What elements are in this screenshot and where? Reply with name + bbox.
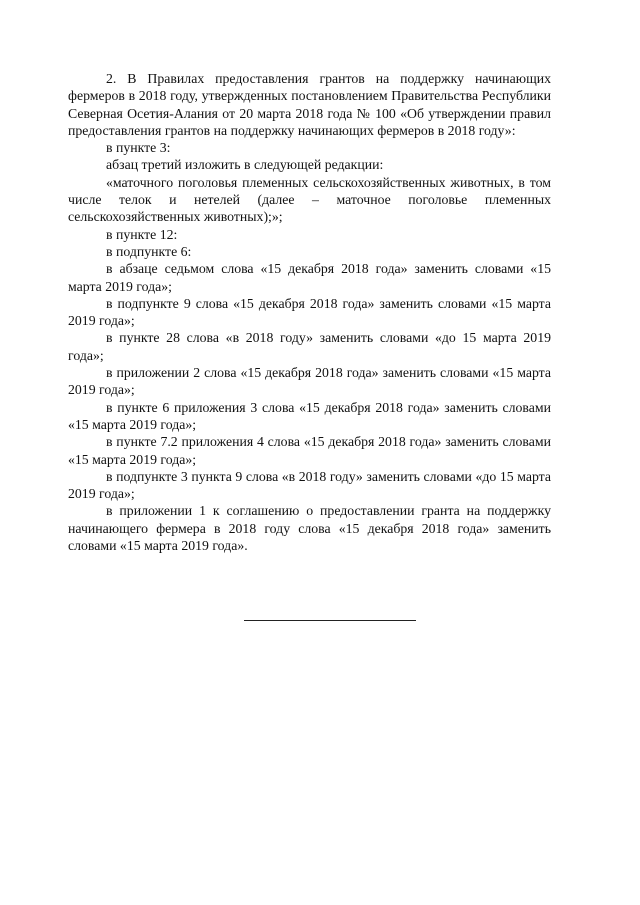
paragraph-third-subparagraph: абзац третий изложить в следующей редакции: [106,157,384,173]
paragraph-subpoint-9: в подпункте 9 слова «15 декабря 2018 года» заменить словами «15 марта 2019 года»; [68,295,551,329]
document-body [68,70,551,554]
paragraph-new-wording: «маточного поголовья племенных сельскохозяйственных животных, в том числе телок и нетелей (далее – маточное поголовье племенных сельскохозяйственных животных);»; [68,174,551,225]
paragraph-subpoint-6: в подпункте 6: [106,243,192,259]
paragraph-point-28: в пункте 28 слова «в 2018 году» заменить словами «до 15 марта 2019 года»; [68,330,551,363]
paragraph-point-3: в пункте 3: [106,140,171,156]
paragraph-point-12: в пункте 12: [106,226,178,242]
paragraph-agreement-appendix: в приложении 1 к соглашению о предоставлении гранта на поддержку начинающего фермера в 2018 году слова «15 декабря 2018 года» заменить словами «15 марта 2019 года». [68,503,551,554]
end-of-document-rule [244,620,416,621]
paragraph-seventh-subparagraph: в абзаце седьмом слова «15 декабря 2018 года» заменить словами «15 марта 2019 года»; [68,261,551,294]
paragraph-point-9: в подпункте 3 пункта 9 слова «в 2018 году» заменить словами «до 15 марта 2019 года»; [68,468,551,502]
paragraph-appendix-3: в пункте 6 приложения 3 слова «15 декабря 2018 года» заменить словами «15 марта 2019 года»; [68,399,551,432]
paragraph-appendix-2: в приложении 2 слова «15 декабря 2018 года» заменить словами «15 марта 2019 года»; [68,365,551,398]
paragraph-appendix-4: в пункте 7.2 приложения 4 слова «15 декабря 2018 года» заменить словами «15 марта 2019 года»; [68,434,551,467]
paragraph-amendment-intro: 2. В Правилах предоставления грантов на поддержку начинающих фермеров в 2018 году, утвержденных постановлением Правительства Республики Северная Осетия-Алания от 20 марта 2018 года № 100 «Об утверждении правил предоставления грантов на поддержку начинающих фермеров в 2018 году»: [68,71,551,138]
